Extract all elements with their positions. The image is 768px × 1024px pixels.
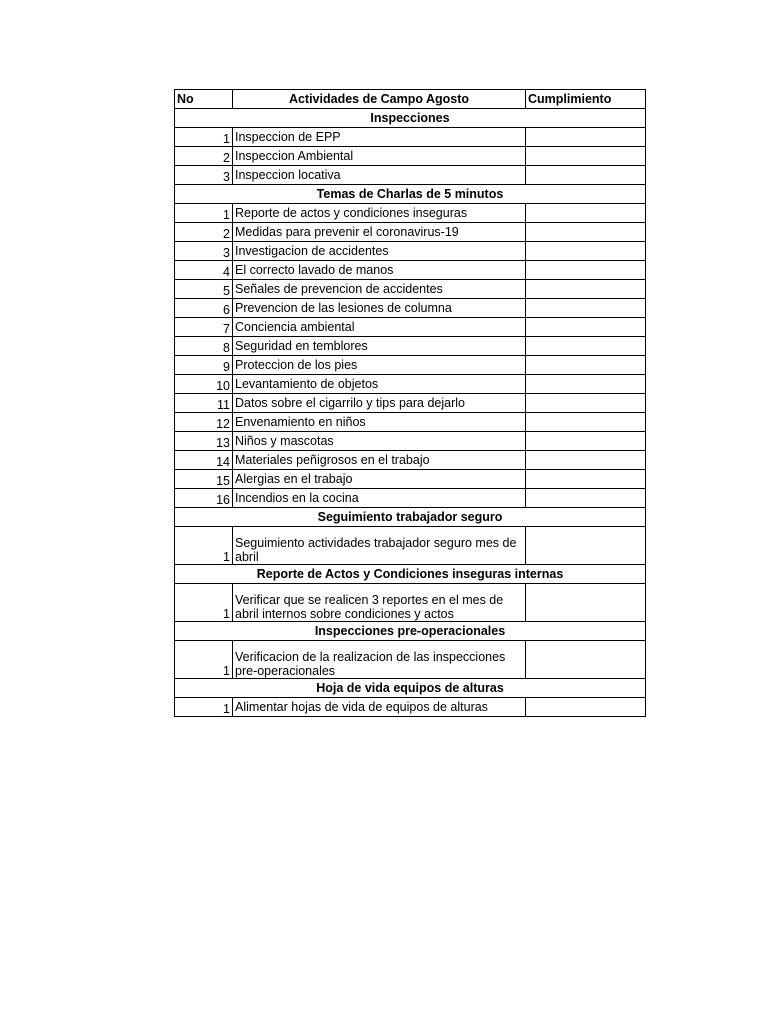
item-number[interactable]: 6 xyxy=(175,299,233,318)
table-row xyxy=(175,337,646,356)
item-compliance-cell[interactable] xyxy=(526,242,646,261)
section-row xyxy=(175,679,646,698)
item-number[interactable]: 15 xyxy=(175,470,233,489)
item-compliance-cell[interactable] xyxy=(526,261,646,280)
header-compliance[interactable]: Cumplimiento xyxy=(526,90,646,109)
item-compliance-cell[interactable] xyxy=(526,280,646,299)
section-title[interactable]: Inspecciones pre-operacionales xyxy=(175,622,646,641)
item-compliance-cell[interactable] xyxy=(526,584,646,622)
item-number[interactable]: 1 xyxy=(175,204,233,223)
item-compliance-cell[interactable] xyxy=(526,166,646,185)
item-compliance-cell[interactable] xyxy=(526,489,646,508)
section-row xyxy=(175,508,646,527)
table-row xyxy=(175,432,646,451)
item-number[interactable]: 4 xyxy=(175,261,233,280)
table-row xyxy=(175,356,646,375)
table-row xyxy=(175,242,646,261)
item-compliance-cell[interactable] xyxy=(526,698,646,717)
table-row xyxy=(175,375,646,394)
activities-sheet xyxy=(174,89,645,717)
item-activity[interactable]: Seguridad en temblores xyxy=(233,337,526,356)
item-compliance-cell[interactable] xyxy=(526,147,646,166)
section-row xyxy=(175,109,646,128)
item-activity[interactable]: Conciencia ambiental xyxy=(233,318,526,337)
item-activity[interactable]: Levantamiento de objetos xyxy=(233,375,526,394)
table-row xyxy=(175,470,646,489)
item-activity[interactable]: Seguimiento actividades trabajador seguro mes de abril xyxy=(233,527,526,565)
item-compliance-cell[interactable] xyxy=(526,432,646,451)
item-number[interactable]: 12 xyxy=(175,413,233,432)
item-compliance-cell[interactable] xyxy=(526,299,646,318)
table-row xyxy=(175,489,646,508)
item-compliance-cell[interactable] xyxy=(526,413,646,432)
item-activity[interactable]: Materiales peñigrosos en el trabajo xyxy=(233,451,526,470)
table-row xyxy=(175,299,646,318)
item-number[interactable]: 1 xyxy=(175,698,233,717)
item-activity[interactable]: Verificacion de la realizacion de las inspecciones pre-operacionales xyxy=(233,641,526,679)
item-activity[interactable]: Reporte de actos y condiciones inseguras xyxy=(233,204,526,223)
item-activity[interactable]: Alergias en el trabajo xyxy=(233,470,526,489)
item-number[interactable]: 1 xyxy=(175,128,233,147)
item-compliance-cell[interactable] xyxy=(526,223,646,242)
item-number[interactable]: 2 xyxy=(175,223,233,242)
section-title[interactable]: Hoja de vida equipos de alturas xyxy=(175,679,646,698)
table-row xyxy=(175,204,646,223)
section-title[interactable]: Inspecciones xyxy=(175,109,646,128)
section-title[interactable]: Reporte de Actos y Condiciones inseguras internas xyxy=(175,565,646,584)
item-compliance-cell[interactable] xyxy=(526,375,646,394)
item-compliance-cell[interactable] xyxy=(526,527,646,565)
table-row xyxy=(175,261,646,280)
item-number[interactable]: 3 xyxy=(175,242,233,261)
item-activity[interactable]: Alimentar hojas de vida de equipos de alturas xyxy=(233,698,526,717)
item-activity[interactable]: Inspeccion Ambiental xyxy=(233,147,526,166)
section-row xyxy=(175,622,646,641)
table-row xyxy=(175,394,646,413)
section-row xyxy=(175,565,646,584)
item-compliance-cell[interactable] xyxy=(526,204,646,223)
table-row xyxy=(175,641,646,679)
item-compliance-cell[interactable] xyxy=(526,356,646,375)
item-number[interactable]: 9 xyxy=(175,356,233,375)
item-activity[interactable]: Inspeccion locativa xyxy=(233,166,526,185)
item-compliance-cell[interactable] xyxy=(526,451,646,470)
activities-table xyxy=(174,89,646,717)
item-activity[interactable]: Proteccion de los pies xyxy=(233,356,526,375)
section-row xyxy=(175,185,646,204)
item-activity[interactable]: Verificar que se realicen 3 reportes en el mes de abril internos sobre condiciones y actos xyxy=(233,584,526,622)
item-activity[interactable]: Incendios en la cocina xyxy=(233,489,526,508)
item-compliance-cell[interactable] xyxy=(526,318,646,337)
item-number[interactable]: 11 xyxy=(175,394,233,413)
table-row xyxy=(175,413,646,432)
table-row xyxy=(175,584,646,622)
table-row xyxy=(175,698,646,717)
table-row xyxy=(175,223,646,242)
item-compliance-cell[interactable] xyxy=(526,394,646,413)
table-row xyxy=(175,280,646,299)
table-row xyxy=(175,527,646,565)
item-number[interactable]: 14 xyxy=(175,451,233,470)
item-compliance-cell[interactable] xyxy=(526,470,646,489)
table-row xyxy=(175,451,646,470)
item-number[interactable]: 1 xyxy=(175,584,233,622)
item-compliance-cell[interactable] xyxy=(526,337,646,356)
item-number[interactable]: 16 xyxy=(175,489,233,508)
item-number[interactable]: 5 xyxy=(175,280,233,299)
item-activity[interactable]: Envenamiento en niños xyxy=(233,413,526,432)
item-activity[interactable]: Medidas para prevenir el coronavirus-19 xyxy=(233,223,526,242)
section-title[interactable]: Temas de Charlas de 5 minutos xyxy=(175,185,646,204)
item-activity[interactable]: Inspeccion de EPP xyxy=(233,128,526,147)
item-number[interactable]: 8 xyxy=(175,337,233,356)
activities-table-body xyxy=(175,90,646,717)
item-activity[interactable]: Señales de prevencion de accidentes xyxy=(233,280,526,299)
item-number[interactable]: 3 xyxy=(175,166,233,185)
header-activity[interactable]: Actividades de Campo Agosto xyxy=(233,90,526,109)
item-number[interactable]: 10 xyxy=(175,375,233,394)
item-activity[interactable]: Prevencion de las lesiones de columna xyxy=(233,299,526,318)
item-number[interactable]: 2 xyxy=(175,147,233,166)
item-number[interactable]: 13 xyxy=(175,432,233,451)
header-no[interactable]: No xyxy=(175,90,233,109)
header-row xyxy=(175,90,646,109)
section-title[interactable]: Seguimiento trabajador seguro xyxy=(175,508,646,527)
item-compliance-cell[interactable] xyxy=(526,128,646,147)
table-row xyxy=(175,318,646,337)
item-compliance-cell[interactable] xyxy=(526,641,646,679)
table-row xyxy=(175,128,646,147)
item-activity[interactable]: Datos sobre el cigarrilo y tips para dejarlo xyxy=(233,394,526,413)
item-activity[interactable]: Niños y mascotas xyxy=(233,432,526,451)
item-activity[interactable]: El correcto lavado de manos xyxy=(233,261,526,280)
table-row xyxy=(175,147,646,166)
table-row xyxy=(175,166,646,185)
item-activity[interactable]: Investigacion de accidentes xyxy=(233,242,526,261)
item-number[interactable]: 1 xyxy=(175,641,233,679)
item-number[interactable]: 7 xyxy=(175,318,233,337)
item-number[interactable]: 1 xyxy=(175,527,233,565)
